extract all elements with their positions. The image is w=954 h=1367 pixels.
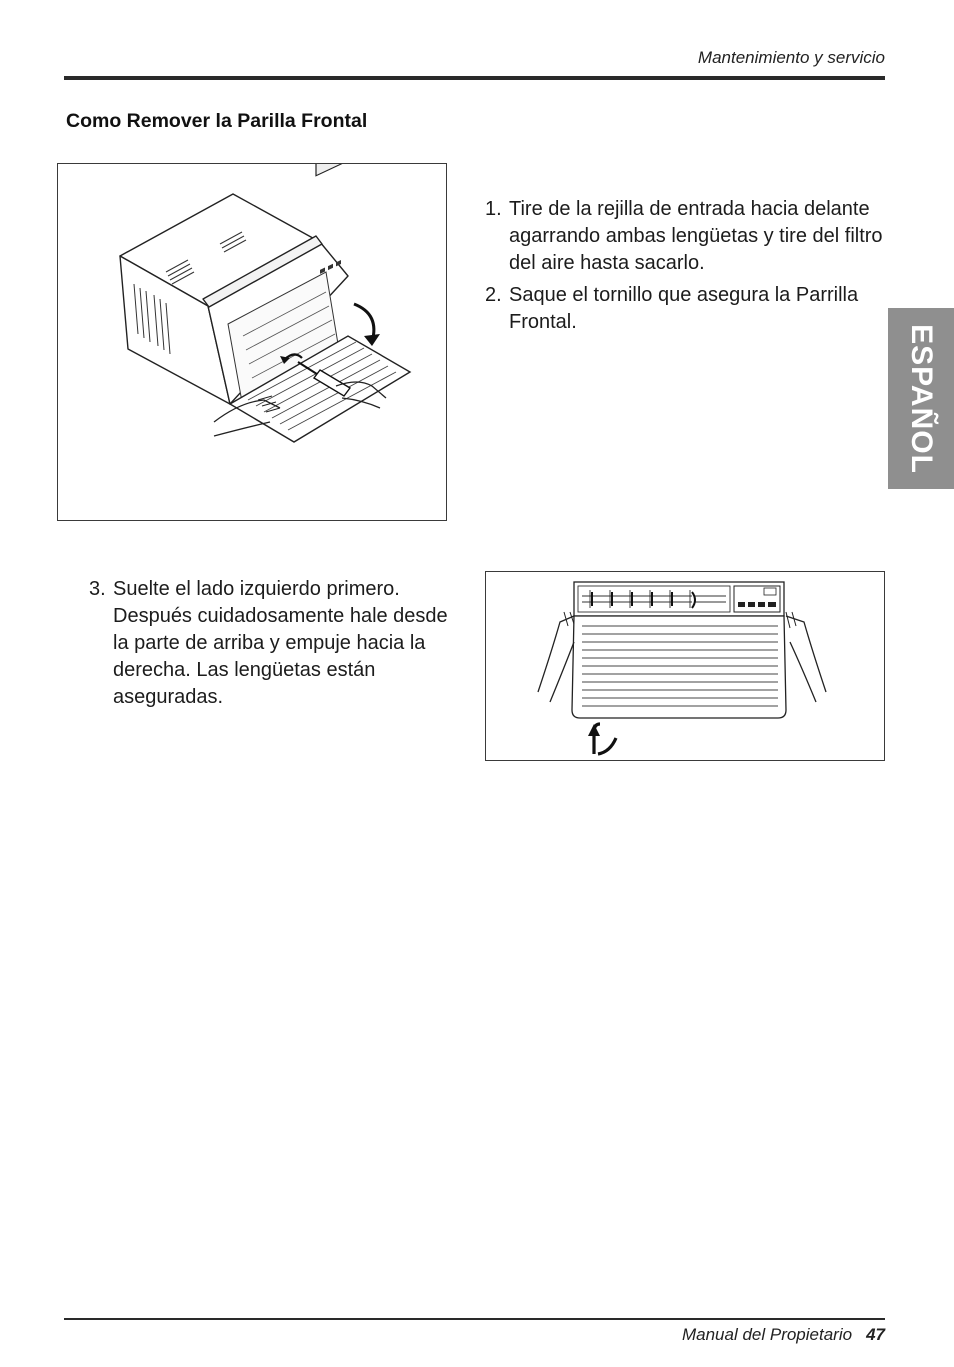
step-text: Suelte el lado izquierdo primero. Después cuidadosamente hale desde la parte de arriba y empuje hacia la derecha. Las lengüetas están aseguradas. [113,578,448,708]
step-number: 2. [485,284,502,306]
step-item [485,282,885,336]
step-text: Saque el tornillo que asegura la Parrilla Frontal. [509,284,859,333]
steps-top-list [485,196,885,341]
section-label: Mantenimiento y servicio [697,48,885,67]
step-item [485,196,885,277]
language-tab-label: ESPAÑOL [905,323,938,474]
step-text: Tire de la rejilla de entrada hacia delante agarrando ambas lengüetas y tire del filtro del aire hasta sacarlo. [509,198,883,274]
ac-unit-illustration [58,164,445,519]
footer-rule [64,1318,885,1320]
page-title: Como Remover la Parilla Frontal [66,110,368,132]
front-grille-illustration [486,572,883,759]
step-number: 1. [485,198,502,220]
header-rule [64,76,885,80]
step-number: 3. [89,578,106,600]
step-item [89,576,461,711]
figure-ac-unit-open-grille [57,163,447,521]
figure-front-grille-release [485,571,885,761]
page-number: 47 [866,1325,885,1344]
footer-label: Manual del Propietario [681,1325,853,1344]
language-side-tab [888,308,954,489]
header-section [64,44,885,80]
steps-bottom-list [89,576,461,716]
page-footer [682,1325,885,1345]
